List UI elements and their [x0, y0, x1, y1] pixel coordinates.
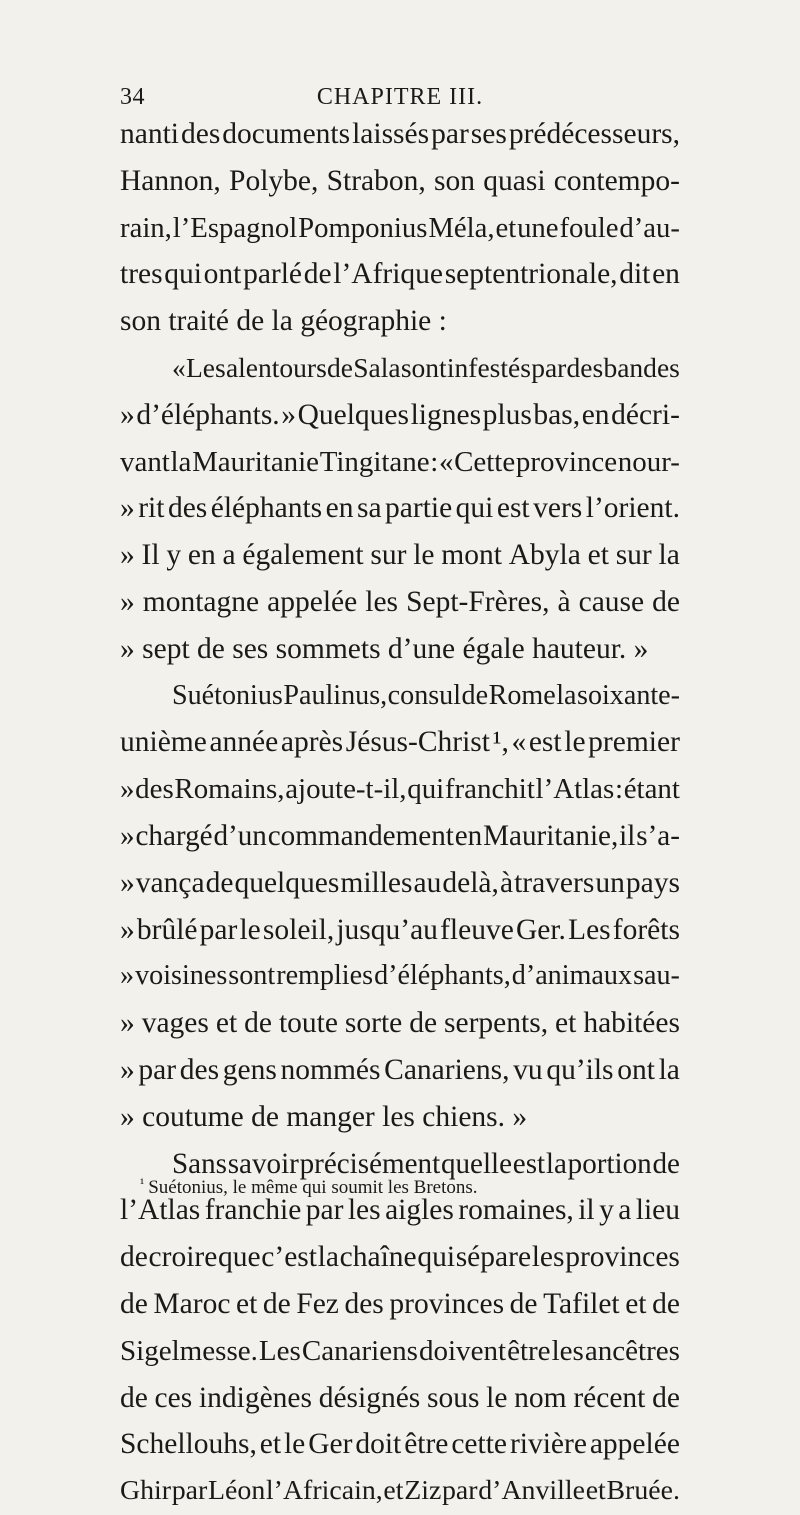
page-number: 34: [120, 84, 145, 110]
text-line: Sans savoir précisément quelle est la portion de: [172, 1147, 680, 1180]
text-line: son traité de la géographie :: [120, 305, 447, 338]
running-head: [120, 84, 680, 114]
text-line: de Maroc et de Fez des provinces de Tafilet et de: [120, 1287, 680, 1320]
text-line: Suétonius Paulinus, consul de Rome la soixante-: [172, 679, 680, 711]
text-line: de croire que c’est la chaîne qui sépare les provinces: [120, 1241, 680, 1274]
text-line: nanti des documents laissés par ses prédécesseurs,: [120, 118, 680, 150]
text-line: » d’éléphants. » Quelques lignes plus bas, en décri-: [120, 398, 680, 431]
text-line: » coutume de manger les chiens. »: [120, 1100, 528, 1133]
text-line: de ces indigènes désignés sous le nom récent de: [120, 1381, 680, 1414]
text-line: » montagne appelée les Sept-Frères, à cause de: [120, 585, 680, 618]
text-line: l’Atlas franchie par les aigles romaines, il y a lieu: [120, 1194, 680, 1227]
text-line: unième année après Jésus-Christ ¹, « est le premier: [120, 726, 680, 759]
text-line: » chargé d’un commandement en Mauritanie, il s’a-: [120, 819, 680, 852]
text-line: » brûlé par le soleil, jusqu’au fleuve Ger. Les forêts: [120, 913, 680, 946]
chapter-title: CHAPITRE III.: [316, 84, 484, 110]
text-line: » Il y en a également sur le mont Abyla et sur la: [120, 539, 680, 572]
text-line: rain, l’Espagnol Pomponius Méla, et une foule d’au-: [120, 211, 680, 244]
footnote-text: Suétonius, le même qui soumit les Bretons.: [148, 1177, 478, 1198]
text-line: tres qui ont parlé de l’Afrique septentrionale, dit en: [120, 258, 680, 291]
body-text: [120, 111, 680, 1515]
text-line: Schellouhs, et le Ger doit être cette rivière appelée: [120, 1428, 680, 1461]
text-line: « Les alentours de Sala sont infestés par des bandes: [172, 351, 680, 383]
text-line: » vança de quelques milles au delà, à travers un pays: [120, 866, 680, 899]
text-line: » sept de ses sommets d’une égale hauteur. »: [120, 632, 649, 665]
text-line: vant la Mauritanie Tingitane : « Cette province nour-: [120, 445, 680, 478]
text-line: Ghir par Léon l’Africain, et Ziz par d’Anville et Bruée.: [120, 1475, 680, 1507]
footnote: [140, 1173, 680, 1200]
footnote-marker: ¹: [140, 1177, 145, 1192]
text-line: » par des gens nommés Canariens, vu qu’ils ont la: [120, 1053, 680, 1086]
text-line: » rit des éléphants en sa partie qui est vers l’orient.: [120, 492, 680, 525]
text-line: » voisines sont remplies d’éléphants, d’animaux sau-: [120, 960, 680, 992]
text-line: » vages et de toute sorte de serpents, et habitées: [120, 1007, 680, 1040]
text-line: Hannon, Polybe, Strabon, son quasi contempo-: [120, 164, 680, 197]
text-line: » des Romains, ajoute-t-il, qui franchit l’Atlas : étant: [120, 773, 680, 806]
text-line: Sigelmesse. Les Canariens doivent être les ancêtres: [120, 1334, 680, 1367]
